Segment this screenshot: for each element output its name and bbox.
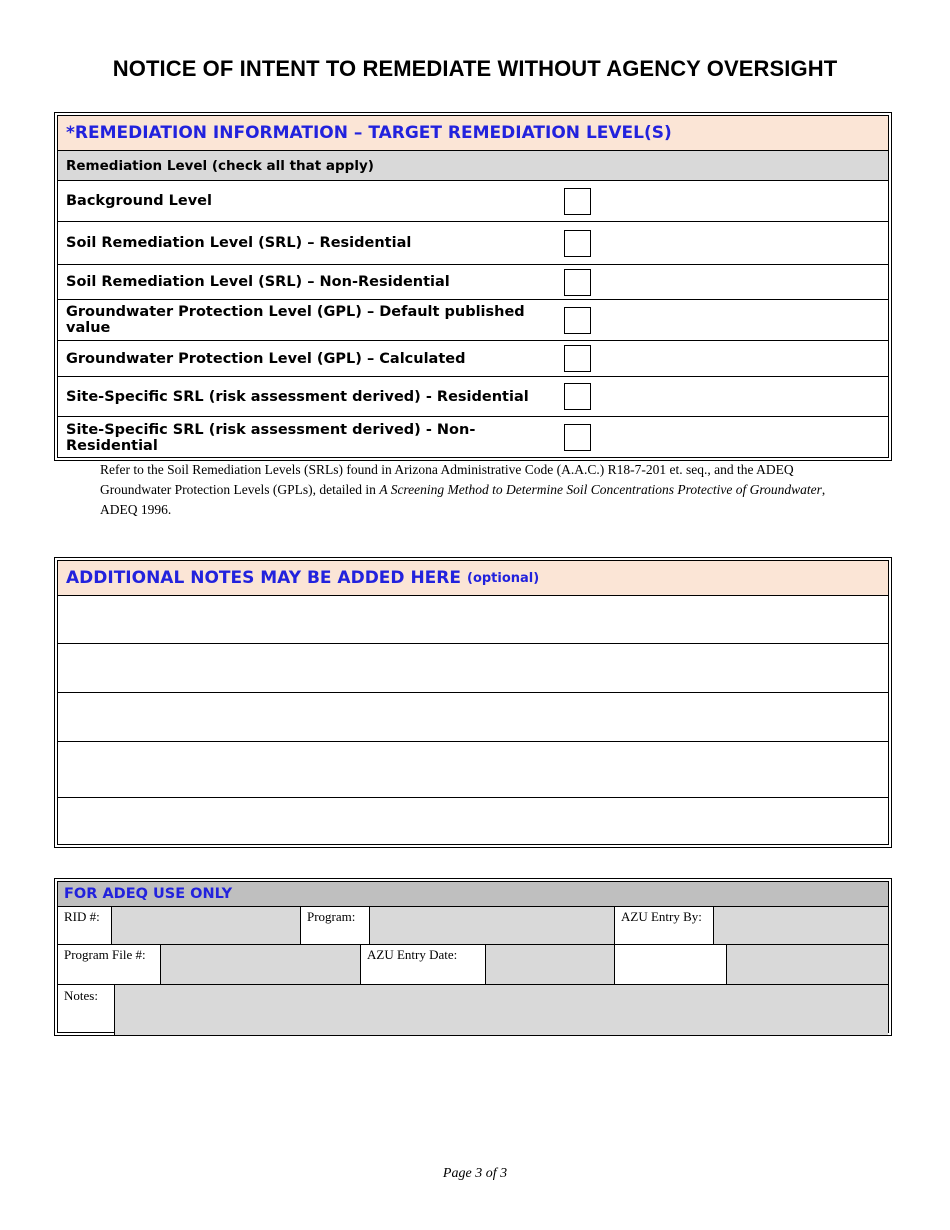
notes-line[interactable] <box>58 644 888 693</box>
rid-field[interactable] <box>112 907 301 944</box>
reference-note <box>100 460 860 520</box>
azu-entry-date-field[interactable] <box>486 945 615 984</box>
rid-label: RID #: <box>58 907 112 944</box>
site-specific-residential-checkbox[interactable] <box>564 383 591 410</box>
notes-section <box>54 557 892 848</box>
remediation-section <box>54 112 892 461</box>
remediation-row <box>58 377 888 417</box>
remediation-row-label: Site-Specific SRL (risk assessment derived) - Non-Residential <box>66 421 476 454</box>
notes-heading <box>58 561 888 596</box>
site-specific-non-residential-checkbox[interactable] <box>564 424 591 451</box>
azu-entry-by-label: AZU Entry By: <box>615 907 714 944</box>
remediation-row-label: Site-Specific SRL (risk assessment derived) - Residential <box>66 388 529 405</box>
remediation-row <box>58 341 888 377</box>
azu-entry-date-label: AZU Entry Date: <box>361 945 486 984</box>
remediation-row-label: Groundwater Protection Level (GPL) – Calculated <box>66 350 466 367</box>
reference-italic: A Screening Method to Determine Soil Concentrations Protective of Groundwater <box>379 482 822 497</box>
remediation-subheading: Remediation Level (check all that apply) <box>58 151 888 181</box>
extra-field[interactable] <box>727 945 888 984</box>
adeq-section <box>54 878 892 1036</box>
remediation-row <box>58 265 888 300</box>
reference-text-1: Refer to the Soil Remediation Levels (SRLs) found in Arizona Administrative Code (A.A.C.) R18-7-201 et. seq., and the ADEQ Groundwater Protection Levels (GPLs), detailed in <box>100 462 794 497</box>
adeq-row-2 <box>58 945 888 985</box>
page-title: NOTICE OF INTENT TO REMEDIATE WITHOUT AGENCY OVERSIGHT <box>112 56 838 81</box>
adeq-notes-field[interactable] <box>115 985 888 1035</box>
notes-line[interactable] <box>58 596 888 644</box>
gpl-calculated-checkbox[interactable] <box>564 345 591 372</box>
remediation-row-label: Soil Remediation Level (SRL) – Non-Residential <box>66 274 450 290</box>
remediation-row <box>58 417 888 458</box>
page-footer: Page 3 of 3 <box>442 1166 508 1181</box>
notes-heading-optional: (optional) <box>467 570 540 586</box>
remediation-row <box>58 181 888 222</box>
adeq-notes-label: Notes: <box>58 985 115 1035</box>
notes-line[interactable] <box>58 693 888 742</box>
background-level-checkbox[interactable] <box>564 188 591 215</box>
program-file-field[interactable] <box>161 945 361 984</box>
remediation-heading: *REMEDIATION INFORMATION – TARGET REMEDIATION LEVEL(S) <box>58 116 888 151</box>
remediation-row <box>58 222 888 265</box>
program-file-label: Program File #: <box>58 945 161 984</box>
gpl-default-checkbox[interactable] <box>564 307 591 334</box>
adeq-heading: FOR ADEQ USE ONLY <box>58 882 888 907</box>
adeq-row-3 <box>58 985 888 1035</box>
reference-text-2: , ADEQ 1996. <box>100 482 826 517</box>
remediation-row-label: Background Level <box>66 193 212 209</box>
remediation-row <box>58 300 888 341</box>
notes-line[interactable] <box>58 742 888 798</box>
notes-heading-text: ADDITIONAL NOTES MAY BE ADDED HERE <box>66 568 461 588</box>
azu-entry-by-field[interactable] <box>714 907 888 944</box>
adeq-row-1 <box>58 907 888 945</box>
program-field[interactable] <box>370 907 615 944</box>
program-label: Program: <box>301 907 370 944</box>
blank-cell <box>615 945 727 984</box>
srl-non-residential-checkbox[interactable] <box>564 269 591 296</box>
notes-line[interactable] <box>58 798 888 846</box>
srl-residential-checkbox[interactable] <box>564 230 591 257</box>
remediation-row-label: Soil Remediation Level (SRL) – Residential <box>66 235 412 251</box>
remediation-row-label: Groundwater Protection Level (GPL) – Default published value <box>66 304 525 336</box>
